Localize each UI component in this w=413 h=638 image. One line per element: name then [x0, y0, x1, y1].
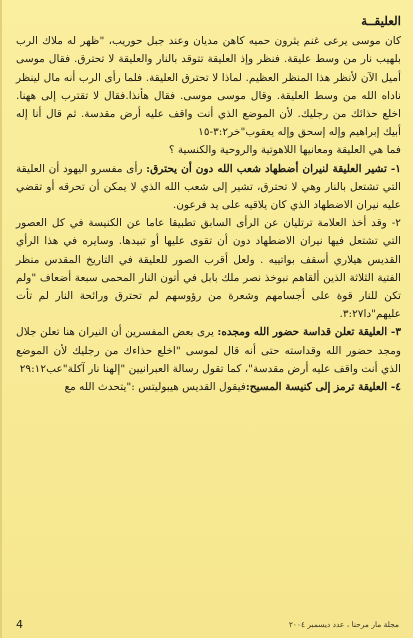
page-number: 4	[16, 618, 23, 631]
section-4-heading: ٤- العليقة ترمز إلى كنيسة المسيح:	[245, 381, 401, 394]
journal-credit: مجلة مار مرحنا ، عدد ديسمبر ٢٠٠٤	[288, 620, 399, 629]
article-body	[16, 12, 401, 396]
article-title: العليقــة	[361, 14, 401, 28]
section-1-text: رأى مفسرو اليهود أن العليقة التي تشتعل بالنار وهي لا تحترق، تشير إلى شعب الله الذي لا يمكن أن تحرقه أو تقضي عليه نيران الاضطهاد الذي كان يلاقيه على يد فرعون.	[16, 162, 401, 212]
intro-paragraph: كان موسى يرعى غنم يثرون حميه كاهن مديان وعند جبل حوريب، "ظهر له ملاك الرب بلهيب نار من وسط عليقة. فنظر وإذ العليقة تتوقد بالنار والعليقة لا تحترق. فقال موسى أميل الآن لأنظر هذا المنظر العظيم. لماذا لا تحترق العليقة. فلما رأى الرب أنه مال لينظر ناداه الله من وسط العليقة. وقال موسى موسى. فقال هأنذا.فقال لا تقترب إلى ههنا. اخلع حذائك من رجليك. لأن الموضع الذي أنت واقف عليه أرض مقدسة. ثم قال أنا إله أبيك إبراهيم وإله إسحق وإله يعقوب"خر٣:٢-١٥	[16, 35, 401, 139]
section-4-text: فيقول القديس هيبوليتس :"يتحدث الله مع	[64, 381, 246, 394]
section-4	[16, 378, 401, 396]
section-1-heading: ١- تشير العليقة لنيران أضطهاد شعب الله دون أن يحترق:	[146, 162, 401, 175]
section-3-heading: ٣- العليقة تعلن قداسة حضور الله ومجده:	[217, 326, 402, 339]
section-3-text: يرى بعض المفسرين أن النيران هنا تعلن جلال ومجد حضور الله وقداسته حتى أنه قال لموسى "اخلع حذاءك من رجليك لأن الموضع الذي أنت واقف عليه أرض مقدسة"، كما تقول رسالة العبرانيين "إلهنا نار آكلة"عب٢٩:١٢	[16, 326, 401, 375]
section-1	[16, 160, 401, 215]
section-2: ٢- وقد أخذ العلامة ترتليان عن الرأى السابق تطبيقا عاما عن الكنيسة في كل العصور التي تشتعل فيها نيران الاضطهاد دون أن تقوى عليها أو تبيدها. وسايره في هذا الرأي القديس هيلاري أسقف بواتييه . ولعل أقرب الصور للعليقة في التاريخ المقدس منظر الفتية الثلاثة الذين ألقاهم نبوخذ نصر ملك بابل في أتون النار المحمى سبعة أضعاف "ولم تكن للنار قوة على أجسامهم وشعرة من رؤوسهم لم تحترق ورائحة النار لم تأت عليهم"دا٣:٢٧.	[16, 217, 401, 321]
section-3	[16, 323, 401, 378]
page-footer	[16, 618, 399, 631]
question-line: فما هي العليقة ومعانيها اللاهوتية والروحية والكنسية ؟	[168, 144, 401, 157]
